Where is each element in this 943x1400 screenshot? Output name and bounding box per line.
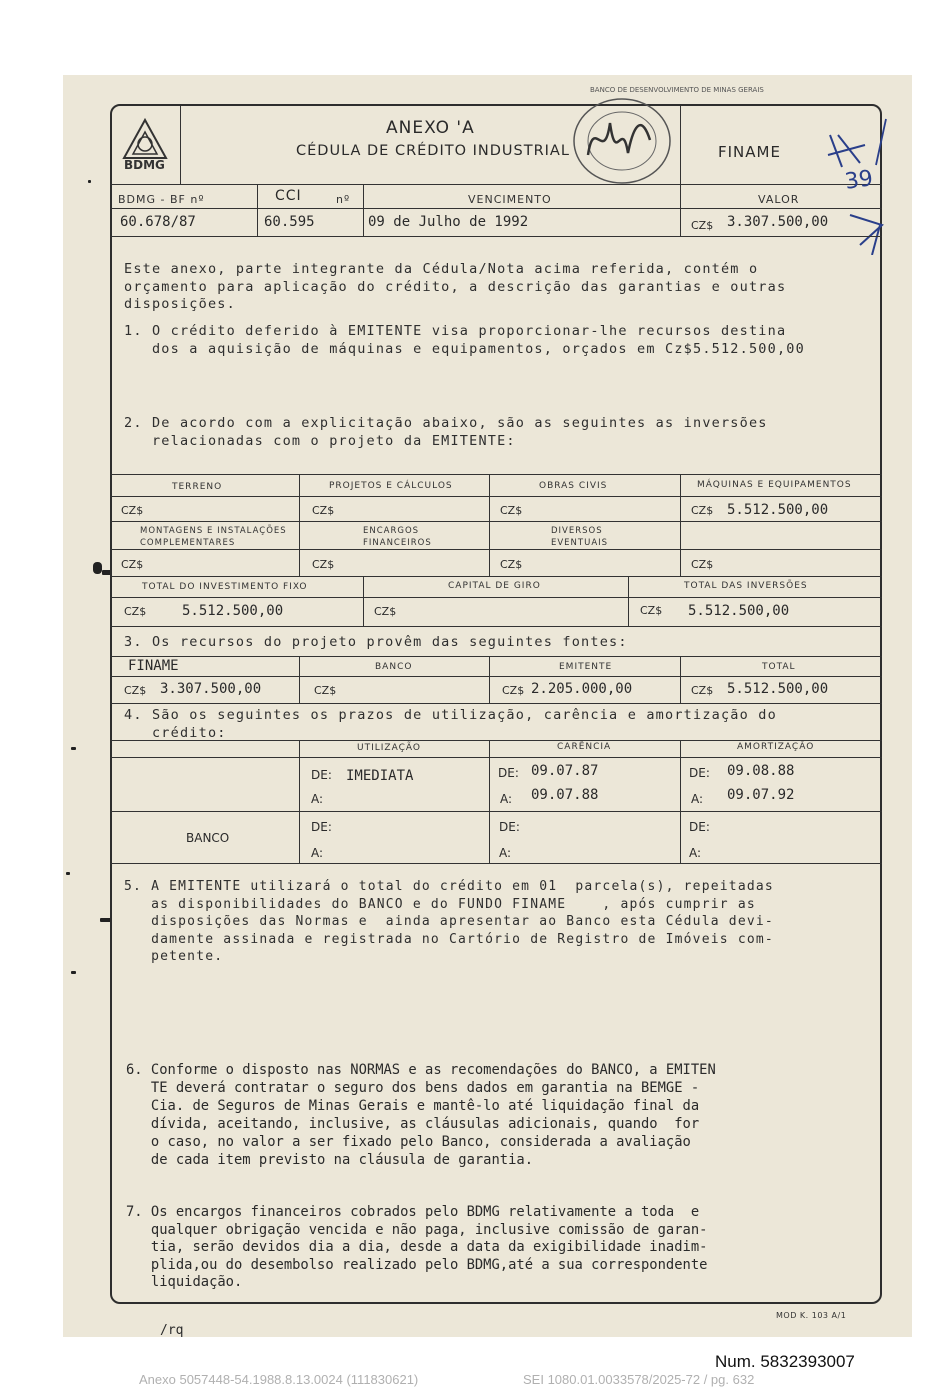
valor-currency: CZ$	[691, 219, 714, 232]
valor-label: VALOR	[758, 193, 800, 206]
car-a-label: A:	[500, 792, 513, 806]
divider	[110, 863, 882, 864]
margin-mark	[66, 872, 70, 875]
divider	[110, 474, 882, 475]
divider	[110, 208, 882, 209]
banco-car-a: A:	[499, 846, 512, 860]
bank-stamp	[570, 95, 674, 187]
col-maquinas: MÁQUINAS E EQUIPAMENTOS	[697, 480, 852, 490]
col-total-fixo: TOTAL DO INVESTIMENTO FIXO	[142, 582, 308, 592]
divider	[299, 656, 300, 703]
banco-amo-de: DE:	[689, 820, 710, 834]
clause-3: 3. Os recursos do projeto provêm das seguintes fontes:	[124, 634, 628, 650]
clause-7: 7. Os encargos financeiros cobrados pelo BDMG relativamente a toda e qualquer obrigação vencida e não paga, inclusive comissão de garan- tia, serão devidos dia a dia, desde a data da exigibilidade inadim- plida,ou do desembolso realizado pelo BDMG,até a sua correspondente liquidação.	[126, 1204, 708, 1290]
vencimento-value: 09 de Julho de 1992	[368, 214, 529, 230]
col-utilizacao: UTILIZAÇÃO	[357, 743, 421, 753]
program-name: FINAME	[718, 143, 781, 161]
divider	[628, 576, 629, 626]
value-finame: 3.307.500,00	[160, 681, 262, 697]
typist-initials: /rq	[160, 1323, 184, 1338]
cz-projetos: CZ$	[312, 504, 335, 517]
cci-value: 60.595	[264, 214, 315, 230]
margin-mark	[88, 180, 91, 183]
cz-emitente: CZ$	[502, 684, 525, 697]
divider	[110, 740, 882, 741]
car-de-label: DE:	[498, 766, 519, 780]
col-finame: FINAME	[128, 658, 179, 674]
divider	[363, 184, 364, 236]
cci-label: CCI	[275, 188, 302, 204]
footer-annex-ref: Anexo 5057448-54.1988.8.13.0024 (111830621)	[139, 1372, 419, 1387]
cz-capital-giro: CZ$	[374, 605, 397, 618]
divider	[110, 757, 882, 758]
cz-finame: CZ$	[124, 684, 147, 697]
amo-de-value: 09.08.88	[727, 763, 795, 779]
util-de-value: IMEDIATA	[346, 768, 414, 784]
divider	[110, 184, 882, 185]
col-amortizacao: AMORTIZAÇÃO	[737, 742, 815, 752]
col-capital-giro: CAPITAL DE GIRO	[448, 581, 541, 591]
divider	[489, 474, 490, 576]
cz-obras: CZ$	[500, 504, 523, 517]
col-montagens-2: COMPLEMENTARES	[140, 538, 236, 548]
value-total-fixo: 5.512.500,00	[182, 603, 284, 619]
divider	[299, 474, 300, 576]
banco-util-de: DE:	[311, 820, 332, 834]
divider	[180, 106, 181, 184]
clause-4: 4. São os seguintes os prazos de utilização, carência e amortização do crédito:	[124, 707, 777, 741]
col-encargos: ENCARGOS	[363, 526, 420, 536]
divider	[680, 474, 681, 576]
cci-no-label: nº	[336, 193, 351, 206]
cz-encargos: CZ$	[312, 558, 335, 571]
cz-total-fixo: CZ$	[124, 605, 147, 618]
divider	[110, 496, 882, 497]
col-total-inversoes: TOTAL DAS INVERSÕES	[684, 581, 808, 591]
divider	[110, 236, 882, 237]
car-de-value: 09.07.87	[531, 763, 599, 779]
cz-blank: CZ$	[691, 558, 714, 571]
cz-total: CZ$	[691, 684, 714, 697]
cz-total-inversoes: CZ$	[640, 604, 663, 617]
col-encargos-2: FINANCEIROS	[363, 538, 432, 548]
car-a-value: 09.07.88	[531, 787, 599, 803]
banco-row-label: BANCO	[186, 831, 230, 845]
divider	[363, 576, 364, 626]
clause-2: 2. De acordo com a explicitação abaixo, são as seguintes as inversões relacionadas com o projeto da EMITENTE:	[124, 415, 768, 449]
margin-mark	[71, 971, 76, 974]
col-carencia: CARÊNCIA	[557, 742, 612, 752]
banco-util-a: A:	[311, 846, 324, 860]
margin-mark	[71, 747, 76, 750]
divider	[110, 656, 882, 657]
vencimento-label: VENCIMENTO	[468, 193, 552, 206]
divider	[680, 740, 681, 863]
margin-mark	[93, 562, 102, 574]
divider	[110, 811, 882, 812]
divider	[680, 106, 681, 236]
cz-maquinas: CZ$	[691, 504, 714, 517]
annex-subtitle: CÉDULA DE CRÉDITO INDUSTRIAL	[296, 143, 570, 159]
bf-value: 60.678/87	[120, 214, 196, 230]
divider	[680, 656, 681, 703]
divider	[110, 521, 882, 522]
clause-6: 6. Conforme o disposto nas NORMAS e as recomendações do BANCO, a EMITEN TE deverá contratar o seguro dos bens dados em garantia na BEMGE - Cia. de Seguros de Minas Gerais e mantê-lo até liquidação final da dívida, aceitando, inclusive, as cláusulas adicionais, quando for o caso, no valor a ser fixado pelo Banco, considerada a avaliação de cada item previsto na cláusula de garantia.	[126, 1062, 716, 1168]
amo-a-label: A:	[691, 792, 704, 806]
divider	[110, 676, 882, 677]
banco-car-de: DE:	[499, 820, 520, 834]
value-emitente: 2.205.000,00	[531, 681, 633, 697]
divider	[110, 597, 882, 598]
divider	[257, 184, 258, 236]
col-banco: BANCO	[375, 662, 413, 672]
divider	[489, 656, 490, 703]
col-obras: OBRAS CIVIS	[539, 481, 608, 491]
divider	[110, 703, 882, 704]
footer-sei-ref: SEI 1080.01.0033578/2025-72 / pg. 632	[523, 1372, 755, 1387]
col-diversos-2: EVENTUAIS	[551, 538, 609, 548]
col-terreno: TERRENO	[172, 482, 223, 492]
divider	[299, 740, 300, 863]
amo-a-value: 09.07.92	[727, 787, 795, 803]
col-diversos: DIVERSOS	[551, 526, 603, 536]
divider	[110, 549, 882, 550]
annex-title: ANEXO 'A	[386, 118, 475, 138]
cz-montagens: CZ$	[121, 558, 144, 571]
stamp-text: BANCO DE DESENVOLVIMENTO DE MINAS GERAIS	[590, 86, 764, 94]
divider	[110, 626, 882, 627]
value-maquinas: 5.512.500,00	[727, 502, 829, 518]
clause-1: 1. O crédito deferido à EMITENTE visa proporcionar-lhe recursos destina dos a aquisição de máquinas e equipamentos, orçados em Cz$5.512.500,00	[124, 323, 805, 357]
form-model: MOD K. 103 A/1	[776, 1311, 847, 1320]
col-projetos: PROJETOS E CÁLCULOS	[329, 481, 453, 491]
logo-text: BDMG	[124, 158, 165, 172]
intro-paragraph: Este anexo, parte integrante da Cédula/Nota acima referida, contém o orçamento para aplicação do crédito, a descrição das garantias e outras disposições.	[124, 261, 787, 312]
col-montagens: MONTAGENS E INSTALAÇÕES	[140, 526, 287, 536]
divider	[110, 576, 882, 577]
cz-banco: CZ$	[314, 684, 337, 697]
amo-de-label: DE:	[689, 766, 710, 780]
col-emitente: EMITENTE	[559, 662, 613, 672]
handwritten-number: 39	[843, 166, 875, 195]
cz-terreno: CZ$	[121, 504, 144, 517]
banco-amo-a: A:	[689, 846, 702, 860]
util-de-label: DE:	[311, 768, 332, 782]
util-a-label: A:	[311, 792, 324, 806]
cz-diversos: CZ$	[500, 558, 523, 571]
col-total: TOTAL	[762, 662, 796, 672]
clause-5: 5. A EMITENTE utilizará o total do crédito em 01 parcela(s), repeitadas as disponibilidades do BANCO e do FUNDO FINAME , após cumprir as disposições das Normas e ainda apresentar ao Banco esta Cédula devi- damente assinada e registrada no Cartório de Registro de Imóveis com- petente.	[124, 879, 774, 964]
divider	[489, 740, 490, 863]
bf-label: BDMG - BF nº	[118, 193, 205, 206]
value-total-inversoes: 5.512.500,00	[688, 603, 790, 619]
value-total: 5.512.500,00	[727, 681, 829, 697]
document-number: Num. 5832393007	[715, 1352, 855, 1371]
valor-value: 3.307.500,00	[727, 214, 829, 230]
